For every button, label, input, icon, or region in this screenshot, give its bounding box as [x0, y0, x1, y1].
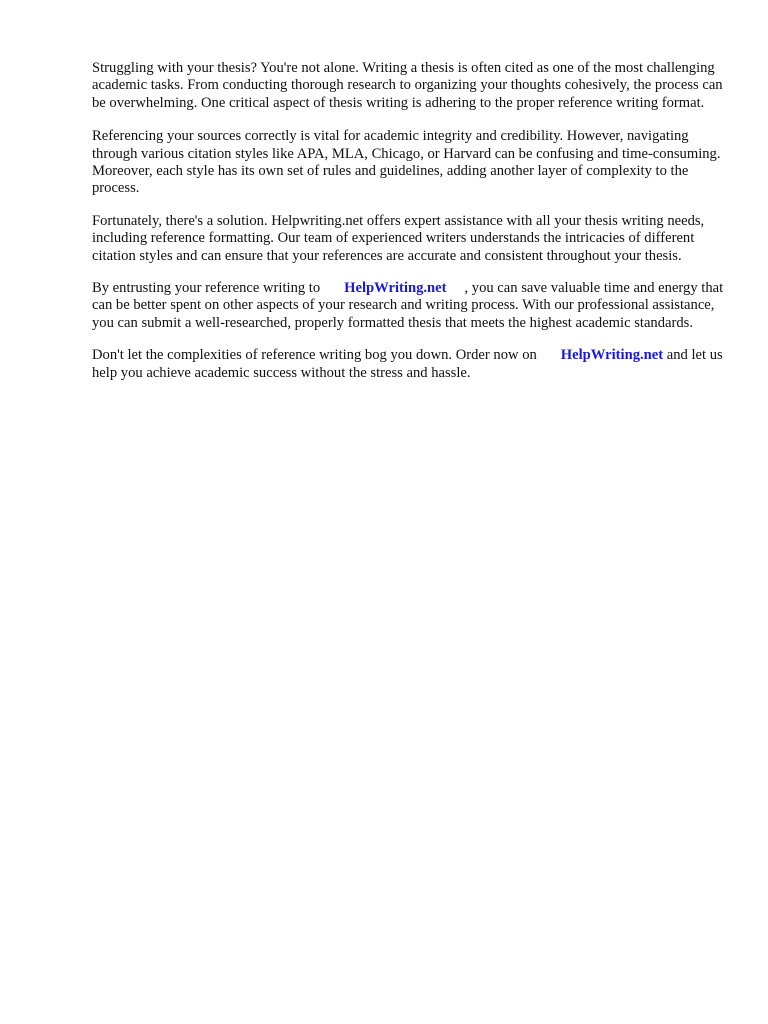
- paragraph-intro: Struggling with your thesis? You're not alone. Writing a thesis is often cited as one of the most challenging academic tasks. From conducting thorough research to organizing your thoughts cohesively, the process can be overwhelming. One critical aspect of thesis writing is adhering to the proper reference writing format.: [92, 60, 723, 111]
- helpwriting-link-1[interactable]: HelpWriting.net: [344, 280, 447, 297]
- order-text-before: Don't let the complexities of reference writing bog you down. Order now on: [92, 347, 537, 364]
- entrusting-text-before: By entrusting your reference writing to: [92, 280, 321, 297]
- entrusting-text-after: , you can save valuable time and energy that can be better spent on other aspects of your research and writing process. With our professional assistance, you can submit a well-researched, properly formatted thesis that meets the highest academic standards.: [92, 280, 724, 331]
- helpwriting-link-2[interactable]: HelpWriting.net: [560, 347, 664, 364]
- document-body: [92, 60, 732, 398]
- paragraph-referencing: Referencing your sources correctly is vital for academic integrity and credibility. However, navigating through various citation styles like APA, MLA, Chicago, or Harvard can be confusing and time-consuming. Moreover, each style has its own set of rules and guidelines, adding another layer of complexity to the process.: [92, 128, 721, 197]
- paragraph-order-now: [92, 347, 732, 382]
- paragraph-solution: Fortunately, there's a solution. Helpwriting.net offers expert assistance with all your thesis writing needs, including reference formatting. Our team of experienced writers understands the intricacies of different citation styles and can ensure that your references are accurate and consistent throughout your thesis.: [92, 212, 705, 264]
- paragraph-entrusting: [92, 280, 732, 332]
- order-text-after: and let us help you achieve academic success without the stress and hassle.: [92, 347, 723, 381]
